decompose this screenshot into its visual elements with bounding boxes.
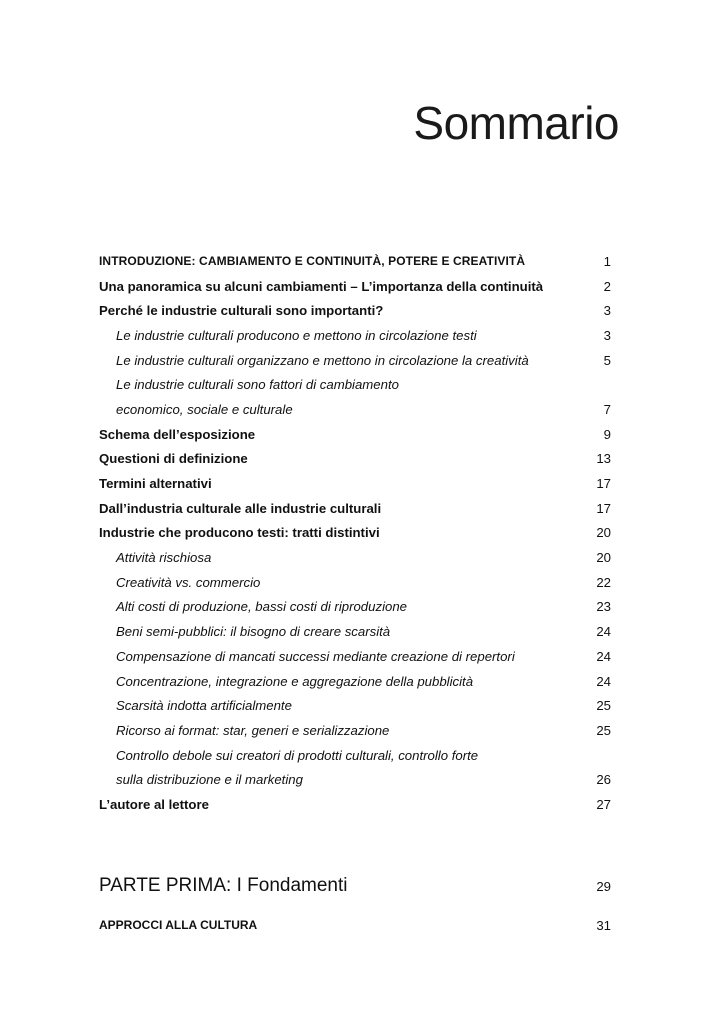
toc-entry-title: economico, sociale e culturale — [116, 401, 293, 417]
toc-entry-page-number: 20 — [596, 550, 611, 566]
toc-entry-page-number: 25 — [596, 722, 611, 738]
toc-entry-page-number: 2 — [603, 278, 611, 294]
part-heading — [99, 875, 611, 897]
toc-entry-page-number: 22 — [596, 574, 611, 590]
toc-entry — [99, 249, 611, 274]
toc-entry — [99, 397, 611, 422]
toc-entry-title: Questioni di definizione — [99, 451, 248, 467]
toc-entry-title: Le industrie culturali organizzano e mettono in circolazione la creatività — [116, 352, 529, 368]
toc-entry-title: Le industrie culturali sono fattori di cambiamento — [116, 377, 399, 393]
toc-entry-title: Ricorso ai format: star, generi e serializzazione — [116, 722, 390, 738]
toc-entry — [99, 298, 611, 323]
table-of-contents — [99, 249, 611, 817]
toc-entry-title: Le industrie culturali producono e mettono in circolazione testi — [116, 327, 477, 343]
part-section-label: APPROCCI ALLA CULTURA — [99, 918, 258, 932]
toc-entry — [99, 644, 611, 669]
toc-entry-title: Attività rischiosa — [116, 550, 212, 566]
part-title: PARTE PRIMA: I Fondamenti — [99, 875, 348, 896]
toc-entry-page-number: 5 — [603, 352, 611, 368]
toc-entry-page-number: 1 — [603, 253, 611, 269]
toc-entry — [99, 619, 611, 644]
toc-entry-page-number: 9 — [603, 426, 611, 442]
toc-entry-page-number: 24 — [596, 673, 611, 689]
toc-entry-title: Compensazione di mancati successi mediante creazione di repertori — [116, 648, 515, 664]
toc-entry — [99, 545, 611, 570]
toc-entry — [99, 767, 611, 792]
toc-entry-title: Creatività vs. commercio — [116, 574, 261, 590]
toc-entry-page-number: 24 — [596, 648, 611, 664]
toc-entry-title: Termini alternativi — [99, 476, 212, 492]
part-page-number: 29 — [596, 879, 611, 894]
toc-entry-page-number: 17 — [596, 476, 611, 492]
toc-entry-page-number: 13 — [596, 451, 611, 467]
toc-entry-page-number: 25 — [596, 698, 611, 714]
toc-entry-title: Dall’industria culturale alle industrie culturali — [99, 500, 382, 516]
toc-entry — [99, 496, 611, 521]
toc-entry — [99, 743, 611, 768]
toc-entry-title: Beni semi-pubblici: il bisogno di creare scarsità — [116, 624, 391, 640]
toc-entry-title: Alti costi di produzione, bassi costi di riproduzione — [116, 599, 408, 615]
toc-entry — [99, 471, 611, 496]
toc-entry-page-number: 26 — [596, 772, 611, 788]
toc-entry-title: sulla distribuzione e il marketing — [116, 772, 303, 788]
toc-entry-title: INTRODUZIONE: CAMBIAMENTO E CONTINUITÀ, POTERE E CREATIVITÀ — [99, 254, 526, 269]
toc-entry-title: L’autore al lettore — [99, 796, 209, 812]
toc-entry-page-number: 20 — [596, 525, 611, 541]
toc-entry-title: Industrie che producono testi: tratti distintivi — [99, 525, 380, 541]
part-section-page-number: 31 — [596, 917, 611, 933]
toc-entry-title: Scarsità indotta artificialmente — [116, 698, 292, 714]
toc-entry-page-number: 27 — [596, 796, 611, 812]
toc-entry — [99, 274, 611, 299]
toc-entry — [99, 595, 611, 620]
toc-entry — [99, 693, 611, 718]
toc-entry-page-number: 24 — [596, 624, 611, 640]
toc-entry — [99, 323, 611, 348]
toc-entry-title: Schema dell’esposizione — [99, 426, 256, 442]
toc-entry-title: Concentrazione, integrazione e aggregazione della pubblicità — [116, 673, 474, 689]
toc-entry — [99, 372, 611, 397]
toc-entry-page-number: 3 — [603, 327, 611, 343]
toc-entry-page-number: 3 — [603, 303, 611, 319]
toc-entry — [99, 718, 611, 743]
toc-entry — [99, 570, 611, 595]
toc-entry — [99, 792, 611, 817]
toc-entry-page-number: 7 — [603, 401, 611, 417]
part-section-entry — [99, 913, 611, 937]
toc-entry — [99, 669, 611, 694]
toc-entry — [99, 447, 611, 472]
toc-entry-page-number: 23 — [596, 599, 611, 615]
page-title: Sommario — [413, 97, 619, 149]
toc-entry-title: Controllo debole sui creatori di prodotti culturali, controllo forte — [116, 747, 479, 763]
toc-entry-title: Una panoramica su alcuni cambiamenti – L’importanza della continuità — [99, 278, 544, 294]
toc-entry — [99, 521, 611, 546]
toc-entry — [99, 422, 611, 447]
toc-entry-title: Perché le industrie culturali sono importanti? — [99, 303, 384, 319]
toc-entry-page-number: 17 — [596, 500, 611, 516]
toc-entry — [99, 348, 611, 373]
